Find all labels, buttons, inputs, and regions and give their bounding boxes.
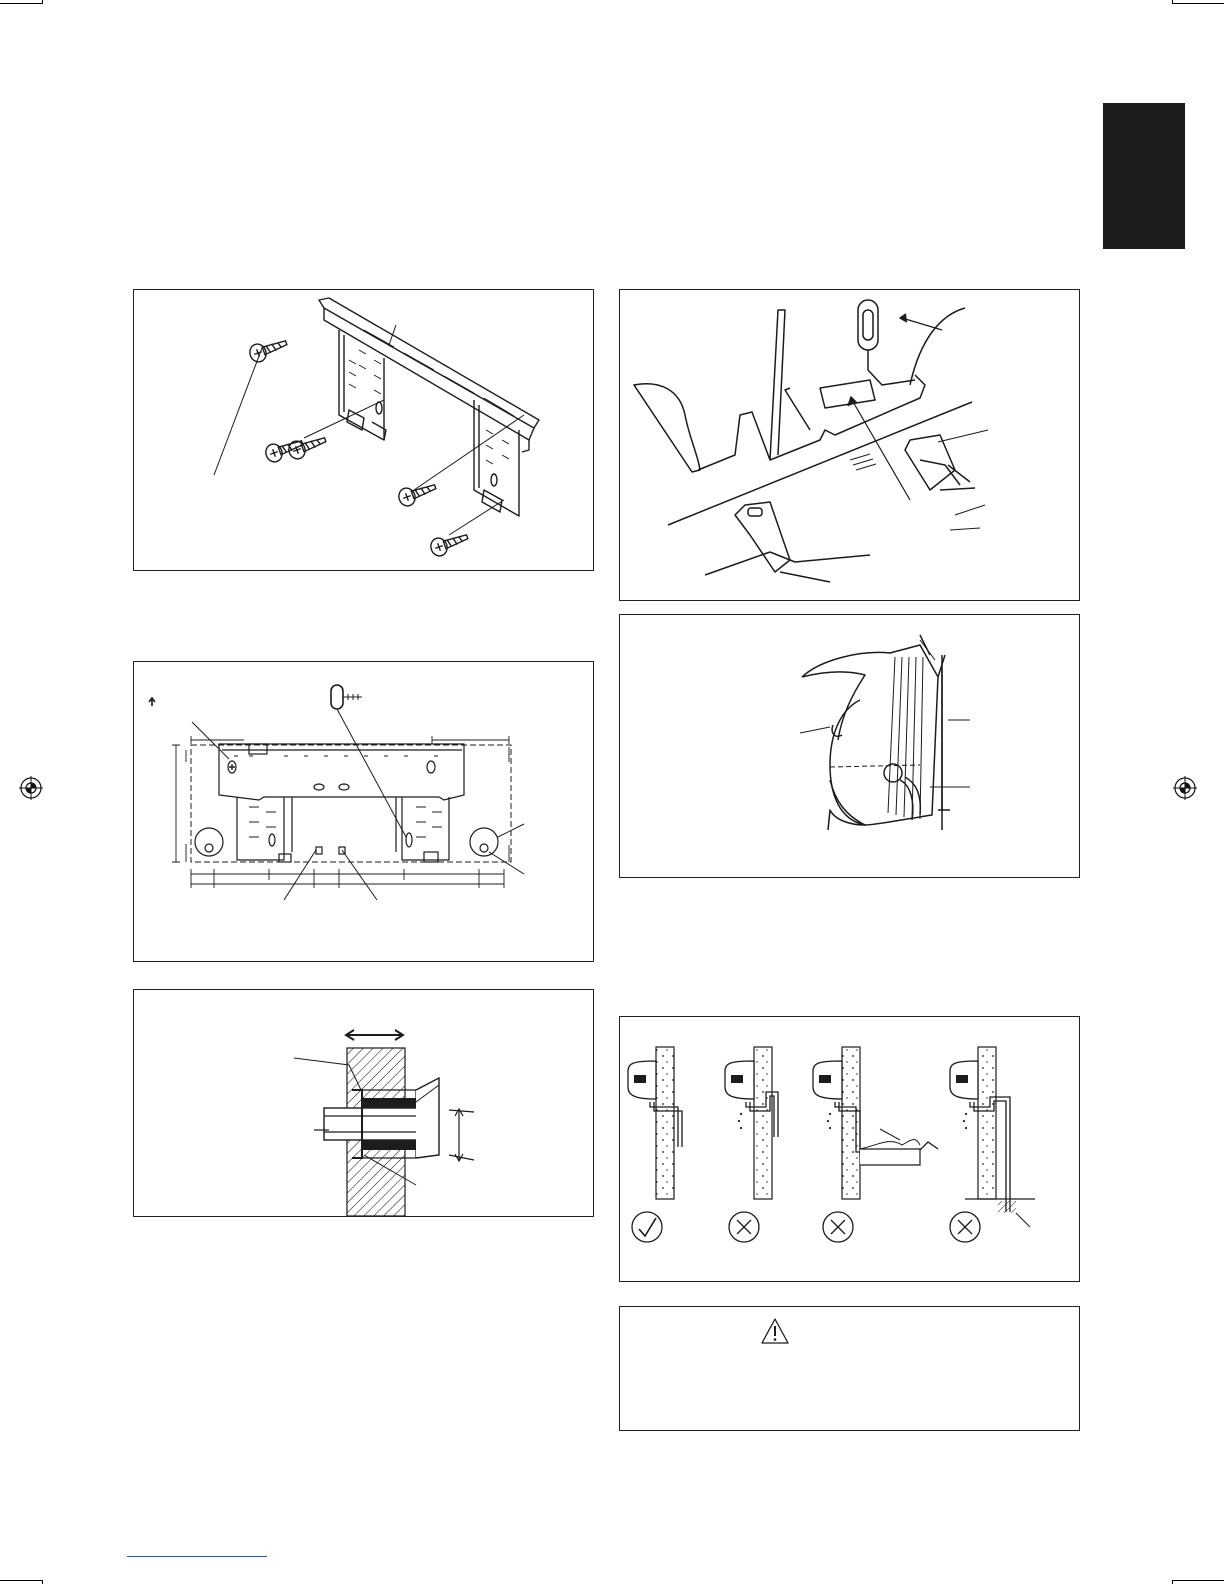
registration-mark-icon (18, 775, 44, 801)
crop-mark-top-right-v (1172, 0, 1173, 4)
fig-mounting-plate-dimensions (133, 661, 594, 962)
crop-mark-bottom-left-v (42, 1580, 43, 1584)
fig-mounting-plate-screws (133, 289, 594, 571)
crop-mark-top-left (0, 3, 42, 4)
crop-mark-bottom-left (0, 1580, 42, 1581)
crop-mark-top-right (1172, 3, 1224, 4)
registration-mark-icon (1172, 775, 1198, 801)
check-mark-icon (632, 1212, 662, 1242)
crop-mark-top-left-v (42, 0, 43, 4)
fig-drain-hose-routing (619, 1016, 1080, 1282)
fig-wall-sleeve (133, 989, 594, 1217)
fig-indoor-unit-hanging (619, 614, 1080, 878)
crop-mark-bottom-right-v (1172, 1580, 1173, 1584)
warning-triangle-icon (762, 1319, 788, 1343)
fig-hook-and-plate (619, 289, 1080, 601)
fig-caution-box (619, 1306, 1080, 1431)
footer-link-underline (127, 1556, 267, 1557)
crop-mark-bottom-right (1172, 1580, 1224, 1581)
language-side-tab (1103, 103, 1185, 249)
